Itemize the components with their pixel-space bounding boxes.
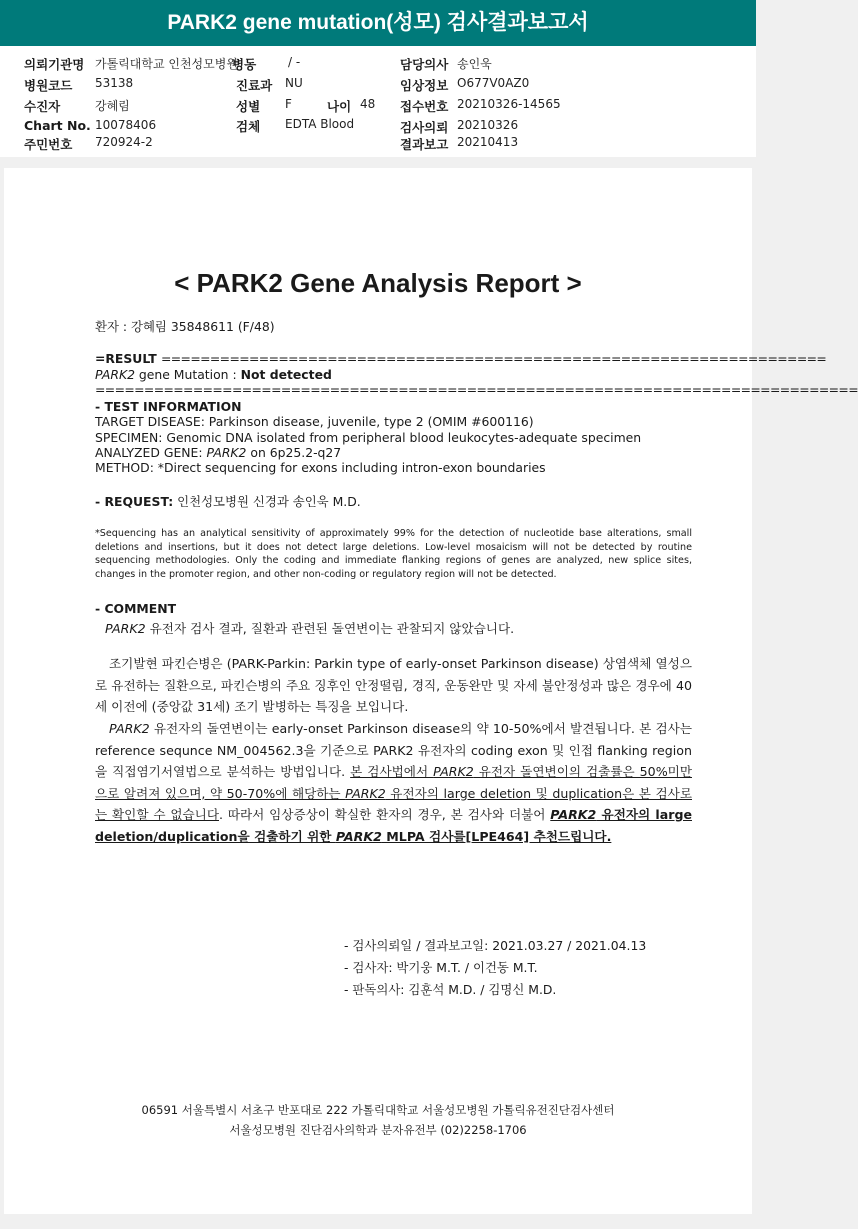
comment-paragraph-2: 조기발현 파킨슨병은 (PARK-Parkin: Parkin type of early-onset Parkinson disease) 상염색체 열성으로 유전하는 질환으로, 파킨슨병의 주요 징후인 안정떨림, 경직, 운동완만 및 자세 불안정성과 많은 경우에 40세 이전에 (중앙값 31세) 조기 발병하는 특징을 보입니다. — [95, 656, 692, 714]
header-label: 의뢰기관명 — [24, 57, 85, 72]
target-disease: TARGET DISEASE: Parkinson disease, juvenile, type 2 (OMIM #600116) — [95, 414, 534, 429]
address-line-1: 06591 서울특별시 서초구 반포대로 222 가톨릭대학교 서울성모병원 가톨릭유전진단검사센터 — [141, 1103, 615, 1117]
header-label: 검사의뢰 — [400, 120, 449, 135]
header-label: 성별 — [236, 99, 261, 114]
result-line — [95, 367, 332, 382]
result-label: =RESULT — [95, 351, 161, 366]
header-label: 담당의사 — [400, 57, 449, 72]
result-text: gene Mutation : — [134, 367, 241, 382]
result-gene: PARK2 — [95, 367, 135, 382]
p3-u3: 유전자의 large deletion 및 duplication은 본 검사로는 확인할 수 없습니다 — [95, 785, 692, 822]
comment-line1 — [105, 618, 514, 637]
specimen: SPECIMEN: Genomic DNA isolated from peripheral blood leukocytes-adequate specimen — [95, 430, 642, 445]
header-value: 강혜림 — [95, 99, 130, 113]
header-value: 720924-2 — [95, 135, 153, 149]
sign-tester: - 검사자: 박기웅 M.T. / 이건동 M.T. — [344, 960, 538, 975]
comment-line1-text: 유전자 검사 결과, 질환과 관련된 돌연변이는 관찰되지 않았습니다. — [145, 621, 515, 636]
address-line-2: 서울성모병원 진단검사의학과 분자유전부 (02)2258-1706 — [229, 1123, 527, 1137]
report-banner-title: PARK2 gene mutation(성모) 검사결과보고서 — [0, 0, 756, 46]
p3-bold-gene: PARK2 — [550, 807, 597, 822]
age-value: 48 — [360, 97, 376, 111]
header-value: 53138 — [95, 76, 134, 90]
header-value: EDTA Blood — [285, 117, 355, 131]
analyzed-gene-prefix: ANALYZED GENE: — [95, 445, 207, 460]
p3-u-gene2: PARK2 — [345, 785, 386, 801]
result-rule — [95, 351, 826, 366]
report-page — [4, 168, 858, 1214]
header-label: Chart No. — [24, 118, 91, 133]
p3-u1: 본 검사법에서 — [350, 764, 434, 779]
sign-dates: - 검사의뢰일 / 결과보고일: 2021.03.27 / 2021.04.13 — [344, 938, 647, 953]
test-info-heading: - TEST INFORMATION — [95, 399, 242, 414]
patient-line: 환자 : 강혜림 35848611 (F/48) — [95, 319, 275, 334]
header-label: 수진자 — [24, 99, 61, 114]
p3-bold-gene2: PARK2 — [335, 828, 382, 844]
comment-heading: - COMMENT — [95, 601, 177, 616]
p3-u-gene: PARK2 — [433, 764, 474, 779]
header-label: 병동 — [232, 57, 257, 72]
age-label: 나이 — [327, 99, 352, 114]
request-label: - REQUEST: — [95, 494, 174, 509]
analyzed-gene-suffix: on 6p25.2-q27 — [246, 445, 342, 460]
header-value: NU — [285, 76, 303, 90]
header-label: 임상정보 — [400, 78, 449, 93]
p3-text-b: . 따라서 임상증상이 확실한 환자의 경우, 본 검사와 더불어 — [218, 807, 551, 822]
header-value: 10078406 — [95, 118, 157, 132]
header-label: 결과보고 — [400, 137, 449, 152]
request-line — [95, 492, 361, 510]
header-value: / - — [288, 55, 301, 69]
header-label: 진료과 — [236, 78, 273, 93]
header-label: 검체 — [236, 119, 261, 134]
p3-bold2: 유전자의 large deletion/duplication을 검출하기 위한 — [95, 807, 692, 844]
comment-paragraph-3 — [95, 718, 692, 847]
p3-gene: PARK2 — [109, 721, 150, 736]
report-title: < PARK2 Gene Analysis Report > — [174, 268, 582, 298]
header-label: 주민번호 — [24, 137, 73, 152]
comment-gene: PARK2 — [105, 621, 146, 636]
patient-header — [0, 47, 756, 157]
request-value: 인천성모병원 신경과 송인욱 M.D. — [177, 494, 361, 509]
result-equals: ==================================================================== — [160, 351, 827, 366]
method: METHOD: *Direct sequencing for exons including intron-exon boundaries — [95, 460, 546, 475]
analyzed-gene — [95, 445, 341, 460]
header-label: 병원코드 — [24, 78, 73, 93]
footnote: *Sequencing has an analytical sensitivity of approximately 99% for the detection of nucleotide base alterations, small deletions and insertions, but it does not detect large deletions. Low-level mosaicism will not be detected by routine sequencing methodologies. Only the coding and immediate flanking regions of genes are analyzed, new splice sites, changes in the promoter region, and other non-coding or regulatory region will not be detected. — [95, 528, 692, 580]
analyzed-gene-name: PARK2 — [206, 445, 247, 460]
header-value: 가톨릭대학교 인천성모병원 — [95, 57, 238, 71]
header-value: 송인욱 — [457, 57, 492, 71]
result-value: Not detected — [240, 367, 332, 382]
header-value: 20210326-14565 — [457, 97, 561, 111]
sign-doctor: - 판독의사: 김훈석 M.D. / 김명신 M.D. — [344, 982, 557, 997]
divider-rule: ============================================================================== — [95, 382, 858, 397]
p3-u2: 유전자 돌연변이의 검출률은 50%미만으로 알려져 있으며, 약 50-70%에 해당하는 — [95, 764, 692, 801]
header-value: F — [285, 97, 292, 111]
p3-bold4: MLPA 검사를[LPE464] 추천드립니다. — [381, 828, 612, 844]
p3-text-a: 유전자의 돌연변이는 early-onset Parkinson disease의 약 10-50%에서 발견됩니다. 본 검사는 reference sequnce NM_004562.3을 기준으로 PARK2 유전자의 coding exon 및 인접 flanking region을 직접염기서열법으로 분석하는 방법입니다. — [95, 721, 692, 779]
header-value: 20210326 — [457, 118, 519, 132]
header-value: O677V0AZ0 — [457, 76, 530, 90]
header-value: 20210413 — [457, 135, 519, 149]
header-label: 접수번호 — [400, 99, 449, 114]
